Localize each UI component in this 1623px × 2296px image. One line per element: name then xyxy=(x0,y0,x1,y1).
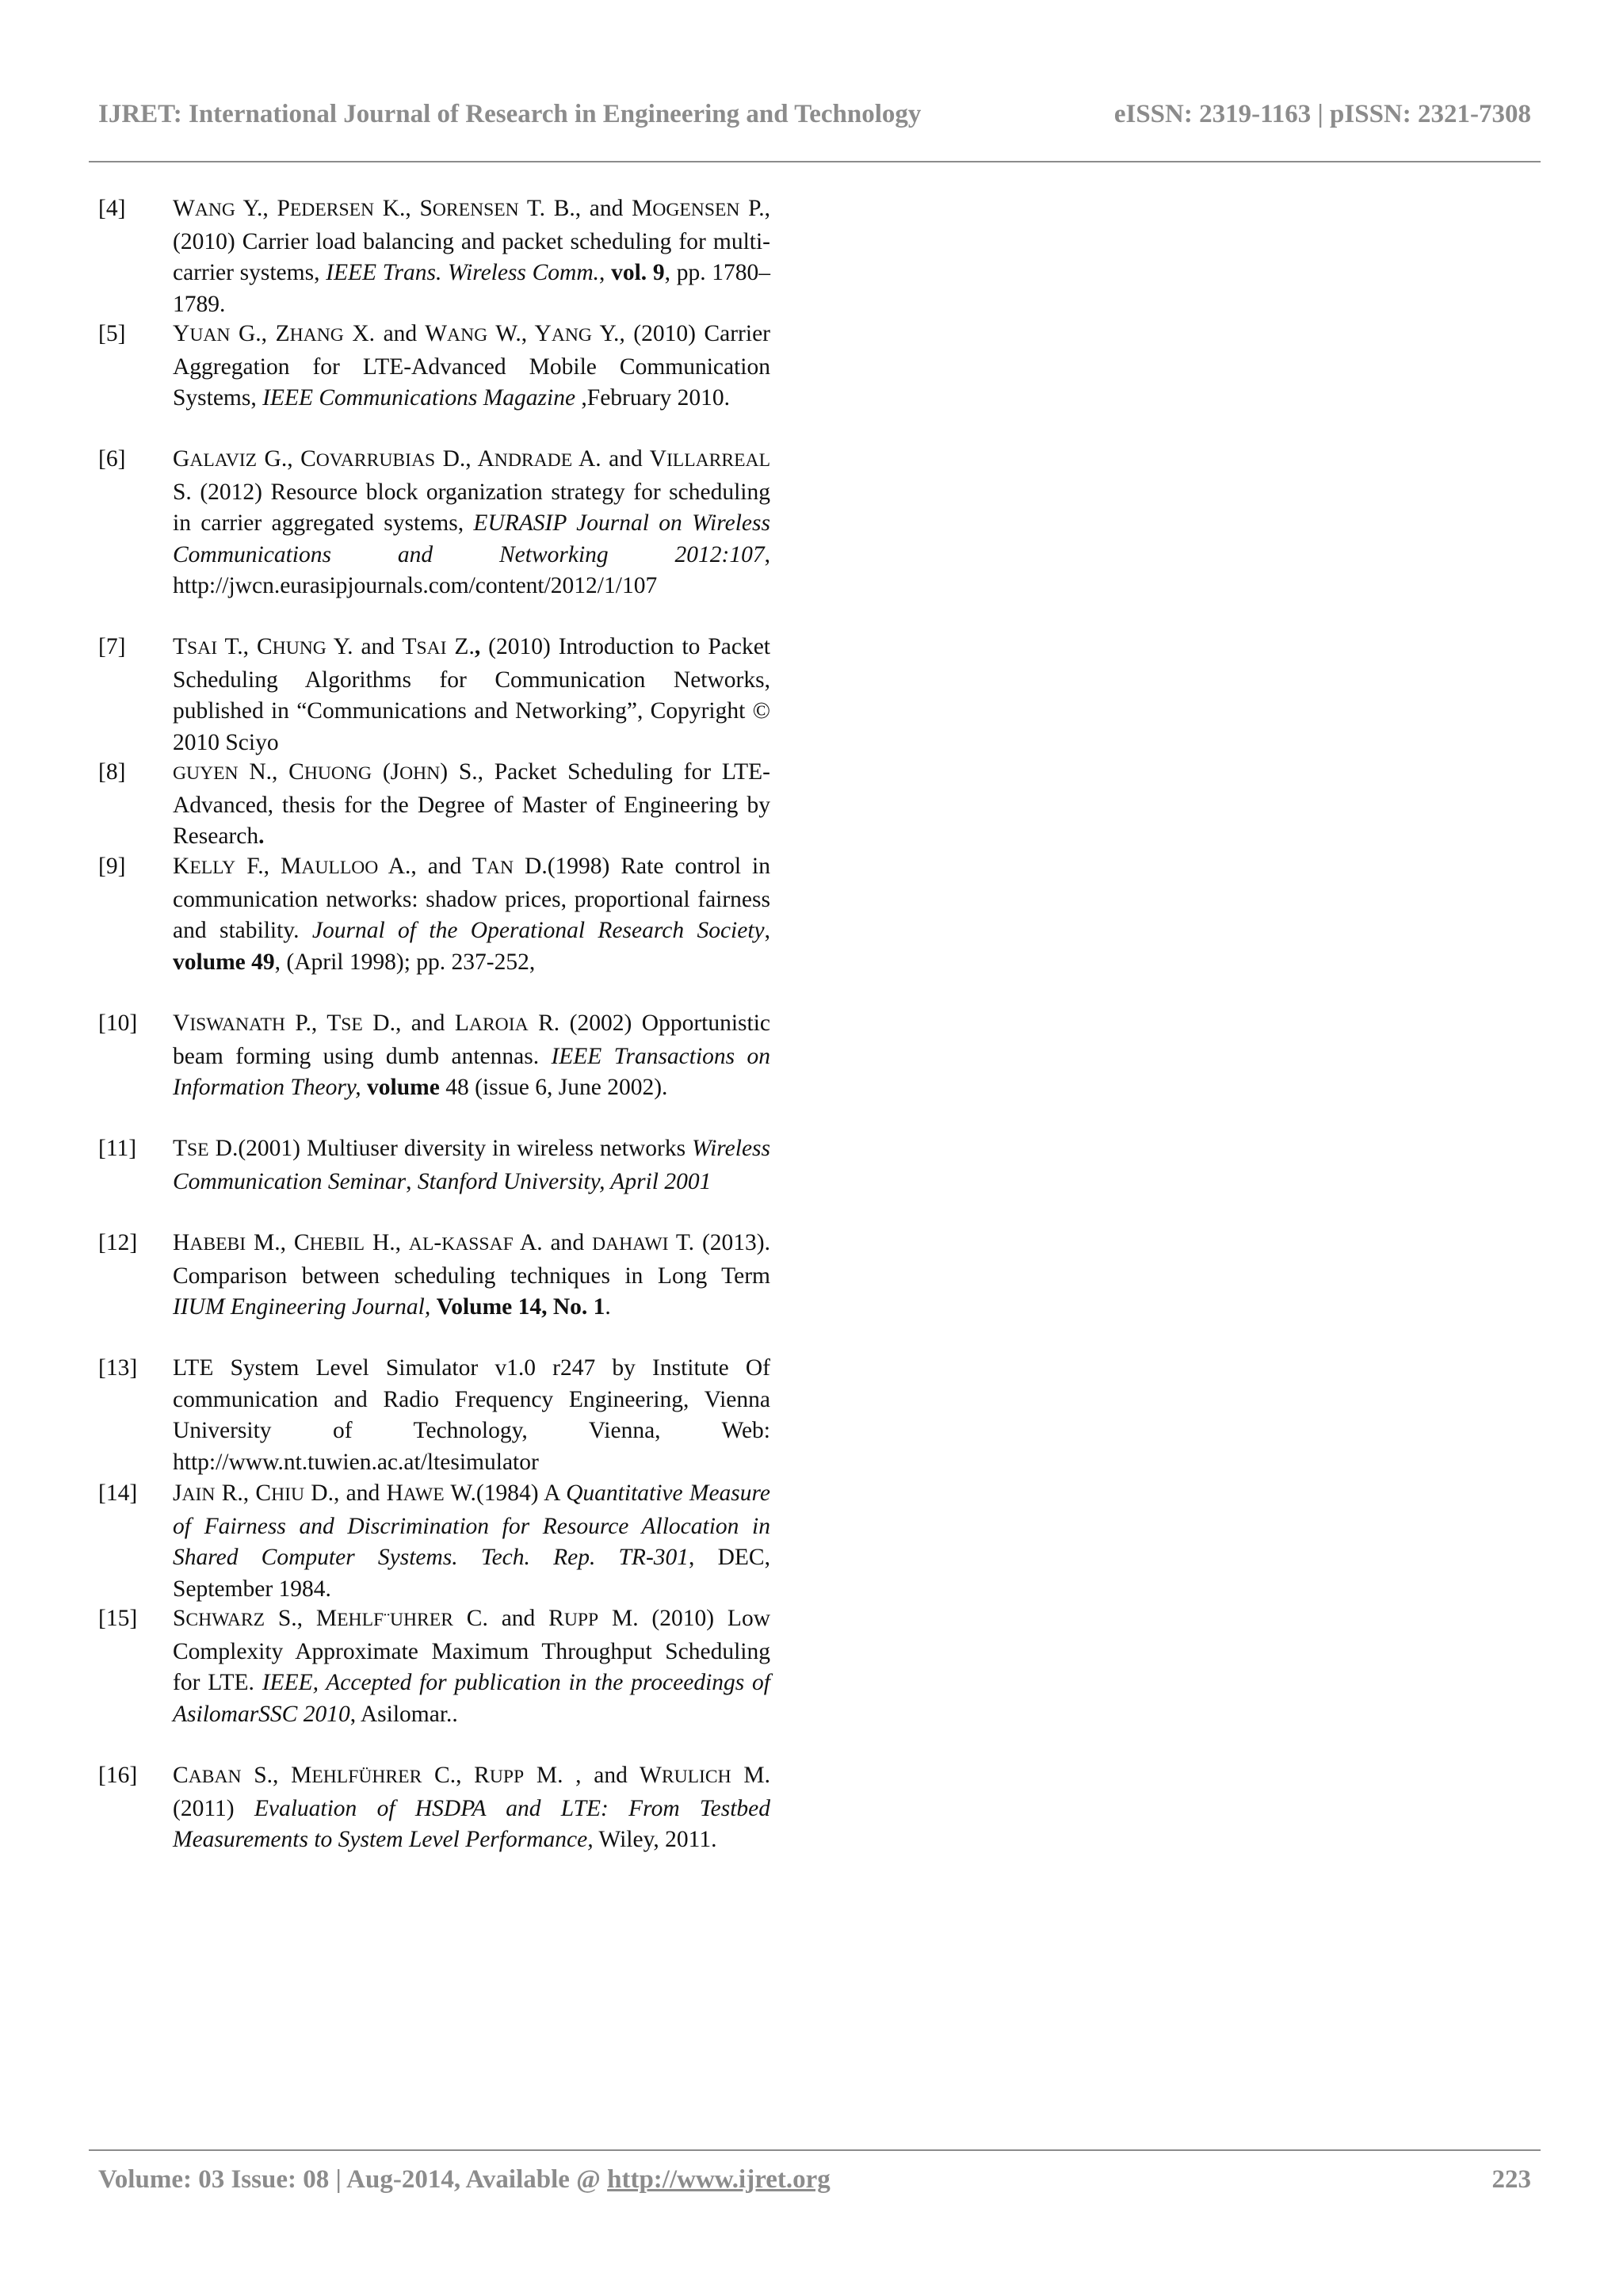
reference-text: GUYEN N., CHUONG (JOHN) S., Packet Scheduling for LTE-Advanced, thesis for the Degree of Master of Engineering by Research. xyxy=(173,759,770,849)
reference-number: [7] xyxy=(98,634,126,659)
reference-item xyxy=(98,1228,770,1353)
reference-item xyxy=(98,1603,770,1760)
reference-text: LTE System Level Simulator v1.0 r247 by Institute Of communication and Radio Frequency Engineering, Vienna University of Technology, Vienna, Web: http://www.nt.tuwien.ac.at/ltesimulator xyxy=(173,1355,770,1475)
reference-text: VISWANATH P., TSE D., and LAROIA R. (2002) Opportunistic beam forming using dumb antennas. IEEE Transactions on Information Theory, volume 48 (issue 6, June 2002). xyxy=(173,1010,771,1100)
reference-number: [12] xyxy=(98,1230,138,1255)
footer-rule xyxy=(89,2149,1541,2151)
page-header xyxy=(98,100,1531,129)
reference-text: JAIN R., CHIU D., and HAWE W.(1984) A Quantitative Measure of Fairness and Discrimination for Resource Allocation in Shared Computer Systems. Tech. Rep. TR-301, DEC, September 1984. xyxy=(173,1480,770,1602)
reference-text: KELLY F., MAULLOO A., and TAN D.(1998) Rate control in communication networks: shadow prices, proportional fairness and stability. Journal of the Operational Research Society, volume 49, (April 1998); pp. 237-252, xyxy=(173,854,771,975)
reference-list xyxy=(98,193,770,1885)
reference-text: CABAN S., MEHLFÜHRER C., RUPP M. , and WRULICH M. (2011) Evaluation of HSDPA and LTE: From Testbed Measurements to System Level Performance, Wiley, 2011. xyxy=(173,1763,771,1852)
reference-number: [4] xyxy=(98,196,126,221)
reference-number: [11] xyxy=(98,1136,137,1161)
journal-title: IJRET: International Journal of Research in Engineering and Technology xyxy=(98,100,922,128)
volume-info: Volume: 03 Issue: 08 | Aug-2014, Available @ xyxy=(98,2165,601,2194)
reference-number: [13] xyxy=(98,1355,138,1381)
reference-text: HABEBI M., CHEBIL H., AL-KASSAF A. and DAHAWI T. (2013). Comparison between scheduling techniques in Long Term IIUM Engineering Journal, Volume 14, No. 1. xyxy=(173,1230,770,1320)
reference-text: SCHWARZ S., MEHLF¨UHRER C. and RUPP M. (2010) Low Complexity Approximate Maximum Throughput Scheduling for LTE. IEEE, Accepted for publication in the proceedings of AsilomarSSC 2010, Asilomar.. xyxy=(173,1606,771,1727)
reference-item xyxy=(98,319,770,444)
reference-text: YUAN G., ZHANG X. and WANG W., YANG Y., (2010) Carrier Aggregation for LTE-Advanced Mobile Communication Systems, IEEE Communications Magazine ,February 2010. xyxy=(173,321,770,411)
reference-number: [8] xyxy=(98,759,126,785)
reference-text: TSE D.(2001) Multiuser diversity in wireless networks Wireless Communication Seminar, Stanford University, April 2001 xyxy=(173,1136,770,1194)
journal-link[interactable]: http://www.ijret.org xyxy=(607,2165,831,2194)
reference-number: [9] xyxy=(98,854,126,879)
reference-item xyxy=(98,851,770,1008)
reference-item xyxy=(98,1008,770,1133)
reference-item xyxy=(98,193,770,319)
reference-text: WANG Y., PEDERSEN K., SORENSEN T. B., and MOGENSEN P., (2010) Carrier load balancing and packet scheduling for multi-carrier systems, IEEE Trans. Wireless Comm., vol. 9, pp. 1780–1789. xyxy=(173,196,771,317)
footer-left xyxy=(98,2165,831,2195)
reference-item xyxy=(98,757,770,851)
reference-number: [6] xyxy=(98,446,126,472)
page-footer xyxy=(98,2165,1531,2195)
reference-item xyxy=(98,632,770,757)
header-rule xyxy=(89,161,1541,162)
reference-number: [10] xyxy=(98,1010,138,1036)
reference-text: TSAI T., CHUNG Y. and TSAI Z., (2010) Introduction to Packet Scheduling Algorithms for Communication Networks, published in “Communications and Networking”, Copyright © 2010 Sciyo xyxy=(173,634,770,755)
reference-text: GALAVIZ G., COVARRUBIAS D., ANDRADE A. and VILLARREAL S. (2012) Resource block organization strategy for scheduling in carrier aggregated systems, EURASIP Journal on Wireless Communications and Networking 2012:107, http://jwcn.eurasipjournals.com/content/2012/1/107 xyxy=(173,446,771,598)
reference-number: [5] xyxy=(98,321,126,346)
reference-number: [16] xyxy=(98,1763,138,1788)
reference-item xyxy=(98,1353,770,1478)
reference-item xyxy=(98,444,770,632)
reference-item xyxy=(98,1133,770,1228)
issn-info: eISSN: 2319-1163 | pISSN: 2321-7308 xyxy=(1113,100,1531,128)
reference-number: [14] xyxy=(98,1480,138,1506)
page-number: 223 xyxy=(1491,2165,1531,2194)
reference-number: [15] xyxy=(98,1606,138,1631)
reference-item xyxy=(98,1760,770,1885)
reference-item xyxy=(98,1478,770,1603)
